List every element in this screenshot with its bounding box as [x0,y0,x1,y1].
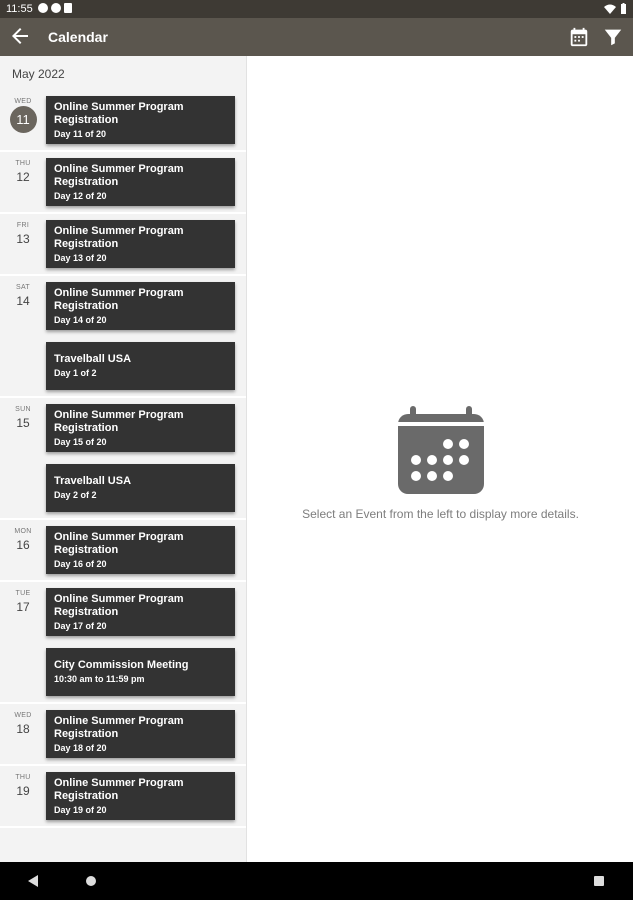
day-group [0,152,246,214]
event-title: Online Summer Program Registration [54,286,184,312]
select-event-hint: Select an Event from the left to display more details. [302,507,579,521]
day-group [0,520,246,582]
date-number: 19 [16,784,30,798]
event-subtitle: Day 16 of 20 [54,558,107,569]
day-group [0,214,246,276]
event-card[interactable] [46,96,235,144]
event-title: Online Summer Program Registration [54,408,184,434]
event-title: Online Summer Program Registration [54,530,184,556]
event-title: Travelball USA [54,353,132,365]
date-number: 13 [16,232,30,246]
event-card[interactable] [46,404,235,452]
event-card[interactable] [46,282,235,330]
nav-back-icon[interactable] [28,875,38,887]
event-subtitle: Day 18 of 20 [54,742,107,753]
event-title: Online Summer Program Registration [54,224,184,250]
event-subtitle: Day 2 of 2 [54,490,97,500]
calendar-large-icon [396,406,486,496]
notification-icon [38,3,48,13]
day-of-week: SUN [15,406,31,413]
event-card[interactable] [46,220,235,268]
nav-home-icon[interactable] [86,876,96,886]
status-time: 11:55 [6,3,33,15]
battery-icon [620,3,627,14]
day-events [46,96,236,144]
day-of-week: MON [14,528,32,535]
event-subtitle: 10:30 am to 11:59 pm [54,674,145,684]
day-of-week: WED [14,98,32,105]
day-group [0,704,246,766]
status-system-icons [604,3,627,14]
event-card[interactable] [46,588,235,636]
day-of-week: THU [15,774,31,781]
event-card[interactable] [46,772,235,820]
day-events [46,220,236,268]
app-bar [0,18,633,56]
date-number: 15 [16,416,30,430]
day-events [46,404,236,512]
day-group [0,766,246,828]
event-subtitle: Day 13 of 20 [54,252,107,263]
event-card[interactable] [46,464,235,512]
day-label [0,588,46,696]
event-card[interactable] [46,158,235,206]
day-label [0,404,46,512]
filter-icon[interactable] [602,26,624,48]
event-subtitle: Day 19 of 20 [54,804,107,815]
day-label [0,710,46,758]
event-card[interactable] [46,648,235,696]
event-title: Online Summer Program Registration [54,714,184,740]
event-card[interactable] [46,710,235,758]
notification-icon [64,3,72,13]
date-number: 18 [16,722,30,736]
event-list[interactable] [0,56,247,862]
status-notification-icons [38,3,72,13]
calendar-icon[interactable] [568,26,590,48]
date-number: 17 [16,600,30,614]
event-subtitle: Day 15 of 20 [54,436,107,447]
day-group [0,582,246,704]
event-title: Online Summer Program Registration [54,162,184,188]
day-of-week: SAT [16,284,30,291]
event-detail-pane [248,56,633,862]
day-events [46,282,236,390]
day-events [46,526,236,574]
notification-icon [51,3,61,13]
event-subtitle: Day 17 of 20 [54,620,107,631]
status-bar [0,0,633,18]
day-events [46,772,236,820]
page-title: Calendar [48,29,108,45]
arrow-left-icon[interactable] [8,24,32,48]
day-group [0,90,246,152]
system-nav-bar [0,862,633,900]
event-title: City Commission Meeting [54,659,189,671]
month-header: May 2022 [12,67,65,81]
day-group [0,398,246,520]
nav-recents-icon[interactable] [594,876,604,886]
event-title: Online Summer Program Registration [54,592,184,618]
day-label [0,282,46,390]
event-subtitle: Day 11 of 20 [54,128,107,139]
day-label [0,220,46,268]
event-card[interactable] [46,526,235,574]
day-label [0,158,46,206]
event-subtitle: Day 1 of 2 [54,368,97,378]
day-of-week: TUE [15,590,31,597]
wifi-icon [604,4,616,14]
day-of-week: THU [15,160,31,167]
day-label [0,96,46,144]
date-number: 14 [16,294,30,308]
event-title: Travelball USA [54,475,132,487]
event-title: Online Summer Program Registration [54,776,184,802]
day-list [0,90,246,828]
day-label [0,526,46,574]
day-events [46,710,236,758]
day-of-week: FRI [16,222,30,229]
day-group [0,276,246,398]
day-label [0,772,46,820]
day-events [46,588,236,696]
event-subtitle: Day 14 of 20 [54,314,107,325]
date-number: 12 [16,170,30,184]
date-number: 16 [16,538,30,552]
day-events [46,158,236,206]
day-of-week: WED [14,712,32,719]
today-date-number: 11 [10,106,37,133]
event-subtitle: Day 12 of 20 [54,190,107,201]
event-title: Online Summer Program Registration [54,100,184,126]
event-card[interactable] [46,342,235,390]
